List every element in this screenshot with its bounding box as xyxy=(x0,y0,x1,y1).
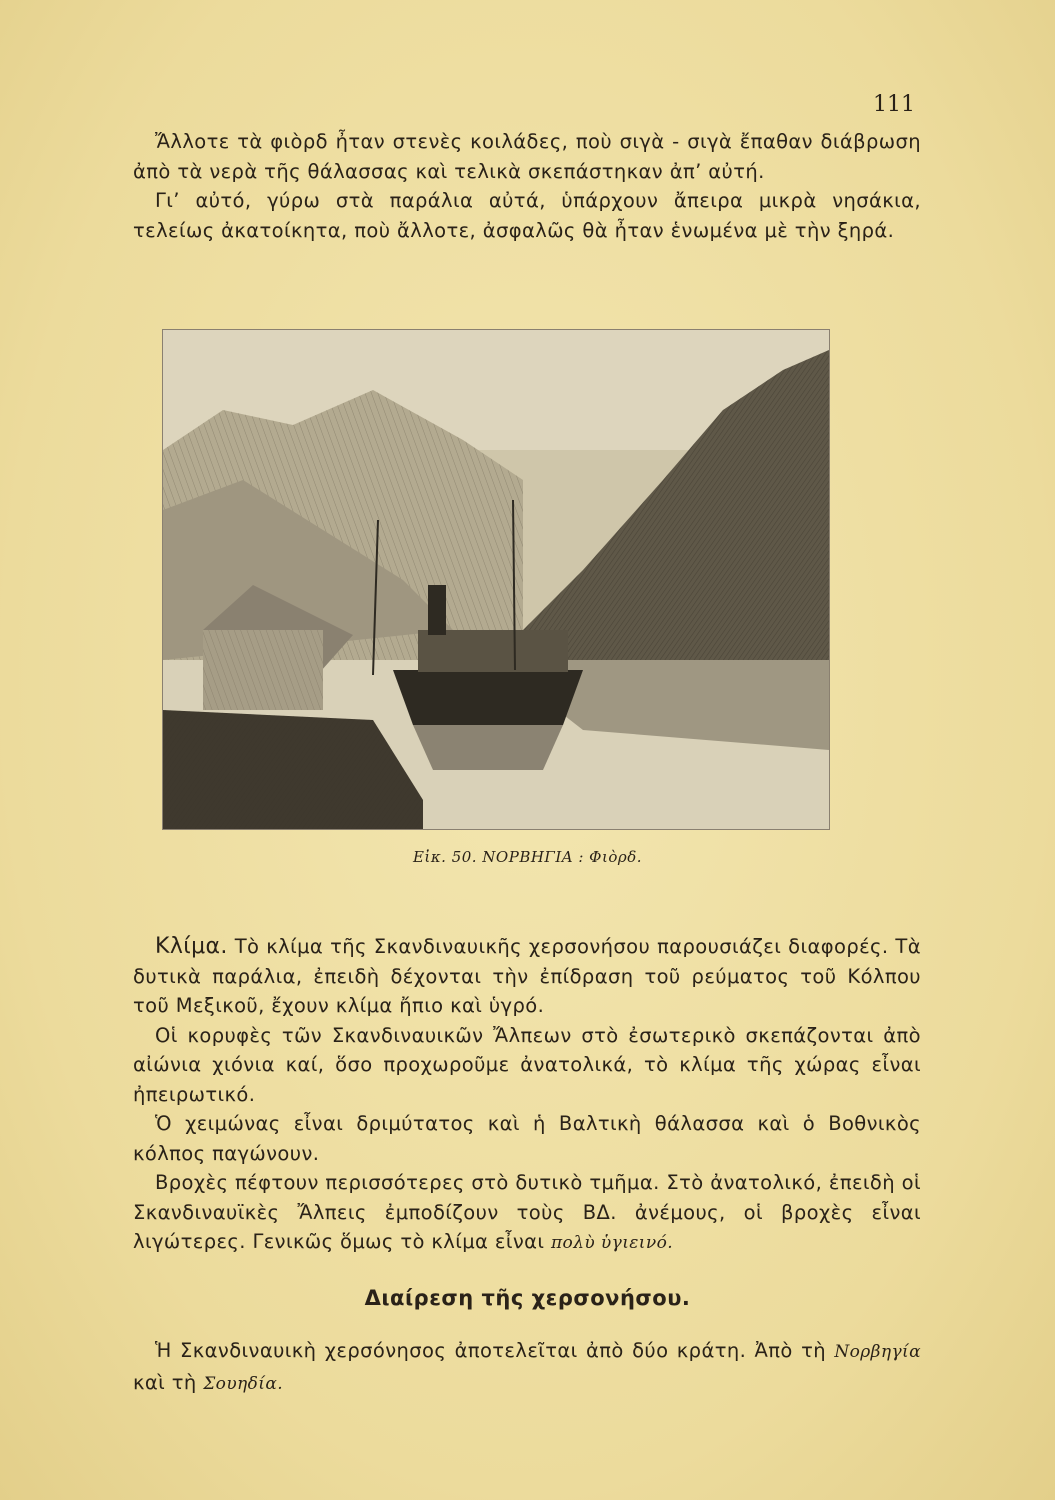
country-sweden: Σουηδία. xyxy=(203,1373,284,1394)
intro-text xyxy=(133,127,921,245)
intro-paragraph-2: Γι’ αὐτό, γύρω στὰ παράλια αὐτά, ὑπάρχουν ἄπειρα μικρὰ νησάκια, τελείως ἀκατοίκητα, ποὺ ἄλλοτε, ἀσφαλῶς θὰ ἦταν ἑνωμένα μὲ τὴν ξηρά. xyxy=(133,189,921,242)
division-paragraph xyxy=(133,1336,921,1399)
fjord-illustration xyxy=(163,330,829,829)
section-heading: Διαίρεση τῆς χερσονήσου. xyxy=(364,1286,691,1310)
division-section xyxy=(133,1336,921,1399)
climate-paragraph-4 xyxy=(133,1168,921,1259)
division-text: Ἡ Σκανδιναυικὴ χερσόνησος ἀποτελεῖται ἀπὸ δύο κράτη. Ἀπὸ τὴ xyxy=(155,1339,827,1362)
country-norway: Νορβηγία xyxy=(834,1342,921,1362)
climate-paragraph-1 xyxy=(133,932,921,1021)
intro-paragraph-1: Ἄλλοτε τὰ φιὸρδ ἦταν στενὲς κοιλάδες, ποὺ σιγὰ - σιγὰ ἔπαθαν διάβρωση ἀπὸ τὰ νερὰ τῆς θάλασσας καὶ τελικὰ σκεπάστηκαν ἀπ’ αὐτή. xyxy=(133,130,921,183)
division-conjunction: καὶ τὴ xyxy=(133,1370,197,1394)
climate-section xyxy=(133,932,921,1259)
climate-paragraph-2: Οἱ κορυφὲς τῶν Σκανδιναυικῶν Ἄλπεων στὸ ἐσωτερικὸ σκεπάζονται ἀπὸ αἰώνια χιόνια καί, ὅσο προχωροῦμε ἀνατολικά, τὸ κλίμα τῆς χώρας εἶναι ἠπειρωτικό. xyxy=(133,1023,921,1106)
climate-term: Κλίμα. xyxy=(155,934,228,959)
figure-caption: Εἰκ. 50. ΝΟΡΒΗΓΙΑ : Φιὸρδ. xyxy=(412,848,643,866)
page-number: 111 xyxy=(873,92,915,117)
climate-paragraph-3: Ὁ χειμώνας εἶναι δριμύτατος καὶ ἡ Βαλτικὴ θάλασσα καὶ ὁ Βοθνικὸς κόλπος παγώνουν. xyxy=(133,1112,921,1165)
climate-emphasis: πολὺ ὑγιεινό. xyxy=(550,1233,674,1253)
fjord-photograph xyxy=(162,329,830,830)
climate-text-4: Βροχὲς πέφτουν περισσότερες στὸ δυτικὸ τμῆμα. Στὸ ἀνατολικό, ἐπειδὴ οἱ Σκανδιναυϊκὲς Ἄλπεις ἐμποδίζουν τοὺς ΒΔ. ἀνέμους, οἱ βροχὲς εἶναι λιγώτερες. Γενικῶς ὅμως τὸ κλίμα εἶναι xyxy=(133,1171,921,1253)
climate-text-1: Τὸ κλίμα τῆς Σκανδιναυικῆς χερσονήσου παρουσιάζει διαφορές. Τὰ δυτικὰ παράλια, ἐπειδὴ δέχονται τὴν ἐπίδραση τοῦ ρεύματος τοῦ Κόλπου τοῦ Μεξικοῦ, ἔχουν κλίμα ἤπιο καὶ ὑγρό. xyxy=(133,935,921,1017)
